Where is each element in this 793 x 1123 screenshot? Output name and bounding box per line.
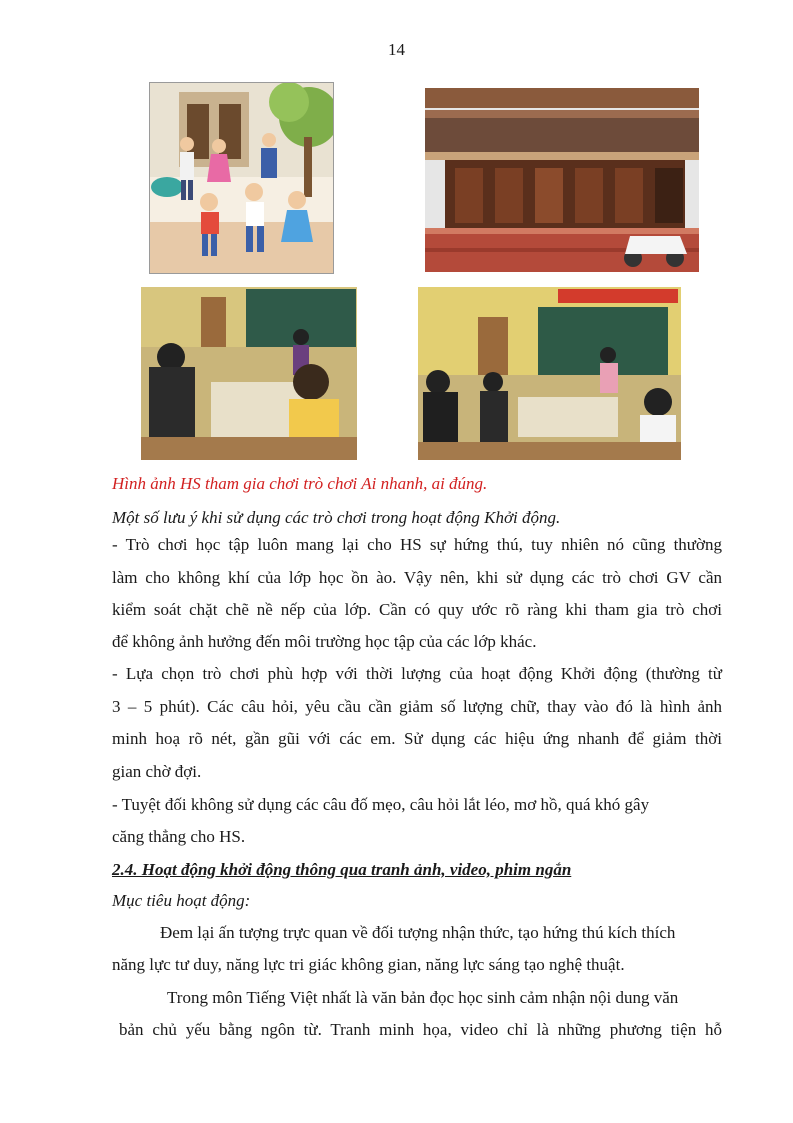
body-line: - Tuyệt đối không sử dụng các câu đố mẹo, câu hỏi lắt léo, mơ hồ, quá khó gây [112,795,650,814]
section-heading: 2.4. Hoạt động khởi động thông qua tranh ảnh, video, phim ngắn [112,860,572,879]
body-line: làm cho không khí của lớp học ồn ào. Vậy nên, khi sử dụng các trò chơi GV cần [112,568,722,587]
body-line: bản chủ yếu bằng ngôn từ. Tranh minh họa, video chỉ là những phương tiện hỗ [119,1020,722,1039]
body-line: căng thẳng cho HS. [112,827,246,846]
notes-heading: Một số lưu ý khi sử dụng các trò chơi trong hoạt động Khởi động. [112,508,561,527]
body-line: để không ảnh hưởng đến môi trường học tập của các lớp khác. [112,632,537,651]
classroom-photo-2 [418,287,681,460]
classroom-photo-1 [141,287,357,460]
photo-caption: Hình ảnh HS tham gia chơi trò chơi Ai nhanh, ai đúng. [112,474,488,493]
children-illustration [149,82,334,274]
body-line: gian chờ đợi. [112,762,202,781]
objective-label: Mục tiêu hoạt động: [112,891,251,910]
objective-line: Đem lại ấn tượng trực quan về đối tượng nhận thức, tạo hứng thú kích thích [160,923,676,942]
page-number: 14 [388,40,405,59]
body-line: kiểm soát chặt chẽ nề nếp của lớp. Cần có quy ước rõ ràng khi tham gia trò chơi [112,600,722,619]
traditional-house-photo [425,88,699,272]
body-line: - Trò chơi học tập luôn mang lại cho HS sự hứng thú, tuy nhiên nó cũng thường [112,535,722,554]
objective-line: năng lực tư duy, năng lực tri giác không gian, năng lực sáng tạo nghệ thuật. [112,955,625,974]
body-line: minh hoạ rõ nét, gần gũi với các em. Sử dụng các hiệu ứng nhanh để giảm thời [112,729,722,748]
body-line: 3 – 5 phút). Các câu hỏi, yêu cầu cần giảm số lượng chữ, thay vào đó là hình ảnh [112,697,722,716]
body-line: Trong môn Tiếng Việt nhất là văn bản đọc học sinh cảm nhận nội dung văn [167,988,679,1007]
body-line: - Lựa chọn trò chơi phù hợp với thời lượng của hoạt động Khởi động (thường từ [112,664,722,683]
